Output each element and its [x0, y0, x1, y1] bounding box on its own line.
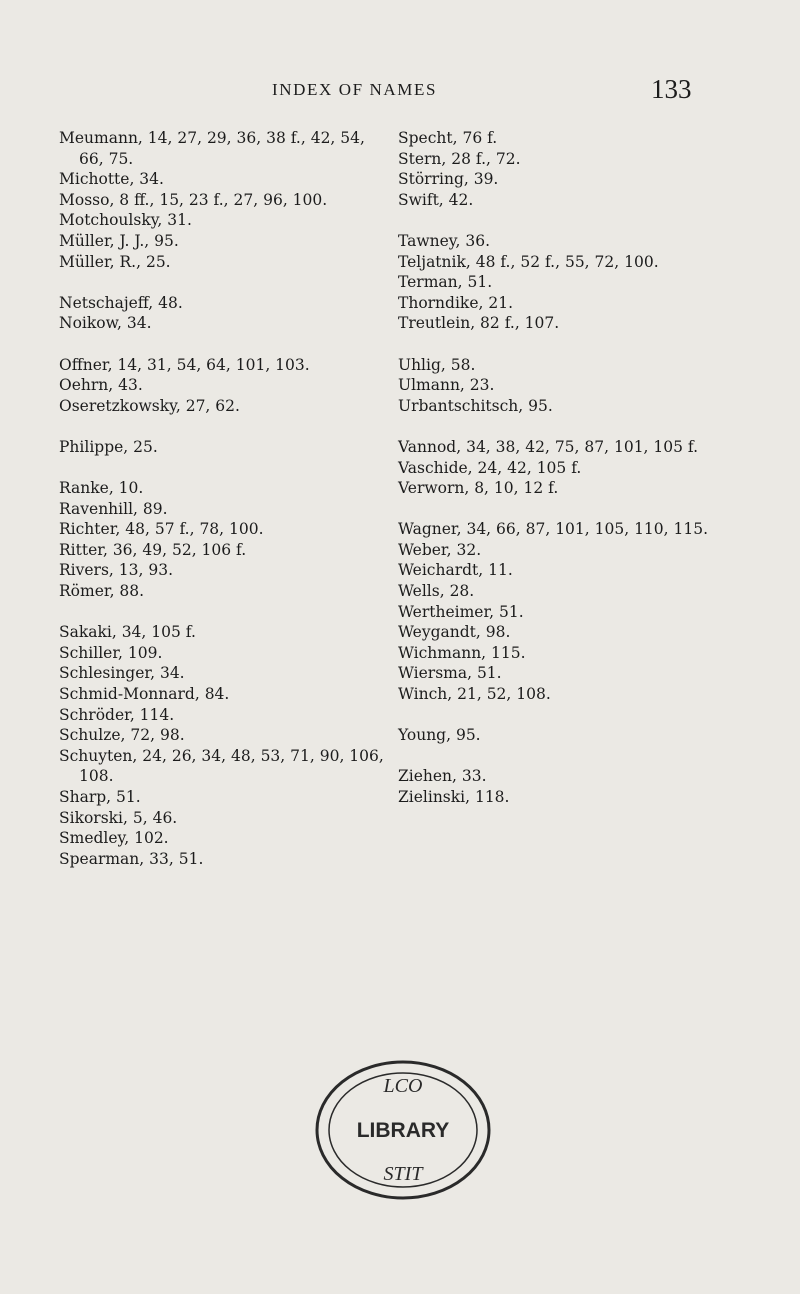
- section-gap: [59, 458, 389, 479]
- index-entry: Müller, J. J., 95.: [59, 231, 179, 250]
- index-entry: Meumann, 14, 27, 29, 36, 38 f., 42, 54, 66, 75.: [59, 129, 365, 168]
- section-gap: [398, 705, 768, 726]
- index-entry: Wertheimer, 51.: [398, 602, 524, 621]
- index-column-left: [59, 128, 389, 869]
- section-gap: [398, 499, 768, 520]
- index-entry: Stern, 28 f., 72.: [398, 149, 521, 168]
- index-entry: Müller, R., 25.: [59, 252, 171, 271]
- index-entry: Noikow, 34.: [59, 314, 152, 333]
- index-entry: Thorndike, 21.: [398, 293, 513, 312]
- index-entry: Ritter, 36, 49, 52, 106 f.: [59, 540, 247, 559]
- index-entry: Oehrn, 43.: [59, 376, 143, 395]
- stamp-center-text: LIBRARY: [356, 1119, 450, 1142]
- index-entry: Schiller, 109.: [59, 643, 163, 662]
- index-entry: Sikorski, 5, 46.: [59, 808, 178, 827]
- section-gap: [59, 334, 389, 355]
- index-entry: Rivers, 13, 93.: [59, 561, 174, 580]
- stamp-top-text: LCO: [383, 1075, 423, 1097]
- index-entry: Smedley, 102.: [59, 829, 169, 848]
- index-entry: Weygandt, 98.: [398, 623, 511, 642]
- index-entry: Ulmann, 23.: [398, 376, 495, 395]
- index-entry: Oseretzkowsky, 27, 62.: [59, 396, 240, 415]
- index-entry: Winch, 21, 52, 108.: [398, 685, 551, 704]
- library-stamp: [303, 1050, 503, 1210]
- index-entry: Tawney, 36.: [398, 231, 491, 250]
- index-entry: Wiersma, 51.: [398, 664, 502, 683]
- index-entry: Römer, 88.: [59, 582, 145, 601]
- section-gap: [59, 416, 389, 437]
- index-entry: Michotte, 34.: [59, 170, 164, 189]
- index-entry: Wagner, 34, 66, 87, 101, 105, 110, 115.: [398, 520, 709, 539]
- index-entry: Ranke, 10.: [59, 479, 144, 498]
- index-entry: Weber, 32.: [398, 540, 482, 559]
- index-entry: Teljatnik, 48 f., 52 f., 55, 72, 100.: [398, 252, 659, 271]
- section-gap: [59, 272, 389, 293]
- section-gap: [59, 602, 389, 623]
- index-entry: Motchoulsky, 31.: [59, 211, 192, 230]
- index-entry: Urbantschitsch, 95.: [398, 396, 553, 415]
- index-entry: Vaschide, 24, 42, 105 f.: [398, 458, 582, 477]
- index-entry: Richter, 48, 57 f., 78, 100.: [59, 520, 264, 539]
- index-entry: Ziehen, 33.: [398, 767, 487, 786]
- index-entry: Schlesinger, 34.: [59, 664, 185, 683]
- index-entry: Philippe, 25.: [59, 437, 158, 456]
- index-entry: Schulze, 72, 98.: [59, 726, 185, 745]
- section-gap: [398, 210, 768, 231]
- index-entry: Zielinski, 118.: [398, 788, 510, 806]
- index-entry: Vannod, 34, 38, 42, 75, 87, 101, 105 f.: [398, 437, 699, 456]
- page-number: 133: [651, 74, 692, 104]
- index-entry: Störring, 39.: [398, 170, 499, 189]
- index-entry: Schröder, 114.: [59, 705, 175, 724]
- index-entry: Netschajeff, 48.: [59, 293, 183, 312]
- index-entry: Young, 95.: [398, 726, 481, 745]
- index-column-right: [398, 128, 768, 808]
- section-gap: [398, 334, 768, 355]
- index-entry: Terman, 51.: [398, 273, 493, 292]
- index-entry: Swift, 42.: [398, 190, 474, 209]
- index-entry: Wichmann, 115.: [398, 643, 526, 662]
- index-entry: Spearman, 33, 51.: [59, 849, 204, 868]
- page-header: [0, 74, 800, 104]
- section-gap: [398, 746, 768, 767]
- index-entry: Specht, 76 f.: [398, 129, 498, 147]
- running-title: INDEX OF NAMES: [272, 80, 438, 99]
- index-entry: Verworn, 8, 10, 12 f.: [398, 479, 559, 498]
- stamp-bottom-text: STIT: [383, 1163, 423, 1185]
- index-entry: Treutlein, 82 f., 107.: [398, 314, 560, 333]
- index-entry: Sharp, 51.: [59, 788, 141, 806]
- index-entry: Ravenhill, 89.: [59, 499, 168, 518]
- index-entry: Schmid-Monnard, 84.: [59, 685, 230, 704]
- index-entry: Uhlig, 58.: [398, 355, 476, 374]
- index-entry: Sakaki, 34, 105 f.: [59, 623, 196, 642]
- index-entry: Offner, 14, 31, 54, 64, 101, 103.: [59, 355, 310, 374]
- section-gap: [398, 416, 768, 437]
- index-entry: Schuyten, 24, 26, 34, 48, 53, 71, 90, 106, 108.: [59, 746, 384, 786]
- index-entry: Mosso, 8 ff., 15, 23 f., 27, 96, 100.: [59, 190, 328, 209]
- index-entry: Wells, 28.: [398, 582, 475, 601]
- index-entry: Weichardt, 11.: [398, 561, 513, 580]
